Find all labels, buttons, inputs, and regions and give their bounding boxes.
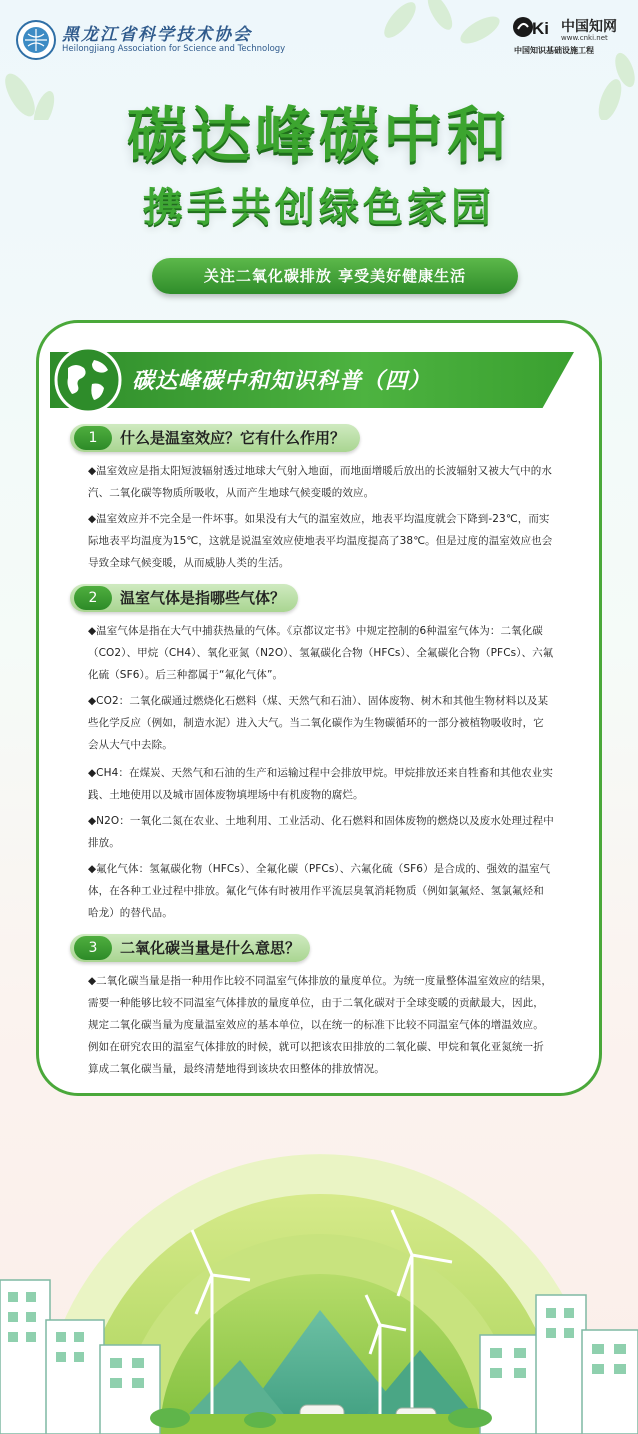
- cnki-subtitle: 中国知识基础设施工程: [514, 46, 594, 55]
- question-title: 什么是温室效应？它有什么作用？: [120, 429, 346, 447]
- main-title: 碳达峰碳中和: [127, 101, 511, 171]
- cnki-logo-icon: [512, 14, 562, 40]
- cnki-brand: 中国知网: [561, 19, 617, 35]
- paragraph: ◆CO2：二氧化碳通过燃烧化石燃料（煤、天然气和石油）、固体废物、树木和其他生物材料以及某些化学反应（例如，制造水泥）进入大气。当二氧化碳作为生物碳循环的一部分被植物吸收时，它会从大气中去除。: [88, 695, 549, 751]
- cnki-url: www.cnki.net: [561, 34, 608, 42]
- paragraph: ◆N2O：一氧化二氮在农业、土地利用、工业活动、化石燃料和固体废物的燃烧以及废水处理过程中排放。: [88, 815, 554, 849]
- question-title: 二氧化碳当量是什么意思？: [120, 939, 301, 957]
- globe-icon: [54, 346, 122, 414]
- paragraph: ◆二氧化碳当量是指一种用作比较不同温室气体排放的量度单位。为统一度量整体温室效应的结果，需要一种能够比较不同温室气体排放的量度单位，由于二氧化碳对于全球变暖的贡献最大，因此，规定二氧化碳当量为度量温室效应的基本单位，以在统一的标准下比较不同温室气体的增温效应。例如在研究农田的温室气体排放的时候，就可以把该农田排放的二氧化碳、甲烷和氧化亚氮统一折算成二氧化碳当量，最终清楚地得到该块农田整体的排放情况。: [88, 975, 552, 1075]
- org-emblem-icon: [16, 20, 56, 60]
- green-city-illustration: [0, 1100, 638, 1434]
- svg-text:Ki: Ki: [532, 19, 549, 38]
- paragraph: ◆温室效应并不完全是一件坏事。如果没有大气的温室效应，地表平均温度就会下降到-23℃，而实际地表平均温度为15℃，这就是说温室效应使地表平均温度提高了38℃。但是过度的温室效应也会导致全球气候变暖，从而威胁人类的生活。: [88, 513, 553, 569]
- sub-title: 携手共创绿色家园: [143, 185, 495, 231]
- question-title: 温室气体是指哪些气体？: [120, 589, 286, 607]
- question-number: 2: [74, 586, 112, 610]
- org-name-cn: 黑龙江省科学技术协会: [62, 25, 252, 45]
- section-banner-title: 碳达峰碳中和知识科普（四）: [132, 369, 432, 394]
- org-name-en: Heilongjiang Association for Science and Technology: [62, 44, 286, 54]
- slogan-banner: 关注二氧化碳排放 享受美好健康生活: [152, 258, 518, 294]
- paragraph: ◆温室效应是指太阳短波辐射透过地球大气射入地面，而地面增暖后放出的长波辐射又被大气中的水汽、二氧化碳等物质所吸收，从而产生地球气候变暖的效应。: [88, 465, 552, 499]
- question-number: 1: [74, 426, 112, 450]
- paragraph: ◆氟化气体：氢氟碳化物（HFCs）、全氟化碳（PFCs）、六氟化硫（SF6）是合成的、强效的温室气体，在各种工业过程中排放。氟化气体有时被用作平流层臭氧消耗物质（例如氯氟烃、氢氯氟烃和哈龙）的替代品。: [88, 863, 551, 919]
- question-number: 3: [74, 936, 112, 960]
- paragraph: ◆温室气体是指在大气中捕获热量的气体。《京都议定书》中规定控制的6种温室气体为：二氧化碳（CO2）、甲烷（CH4）、氧化亚氮（N2O）、氢氟碳化合物（HFCs）、全氟碳化合物（PFCs）、六氟化硫（SF6）。后三种都属于“氟化气体”。: [88, 625, 554, 681]
- paragraph: ◆CH4：在煤炭、天然气和石油的生产和运输过程中会排放甲烷。甲烷排放还来自牲畜和其他农业实践、土地使用以及城市固体废物填埋场中有机废物的腐烂。: [88, 767, 553, 801]
